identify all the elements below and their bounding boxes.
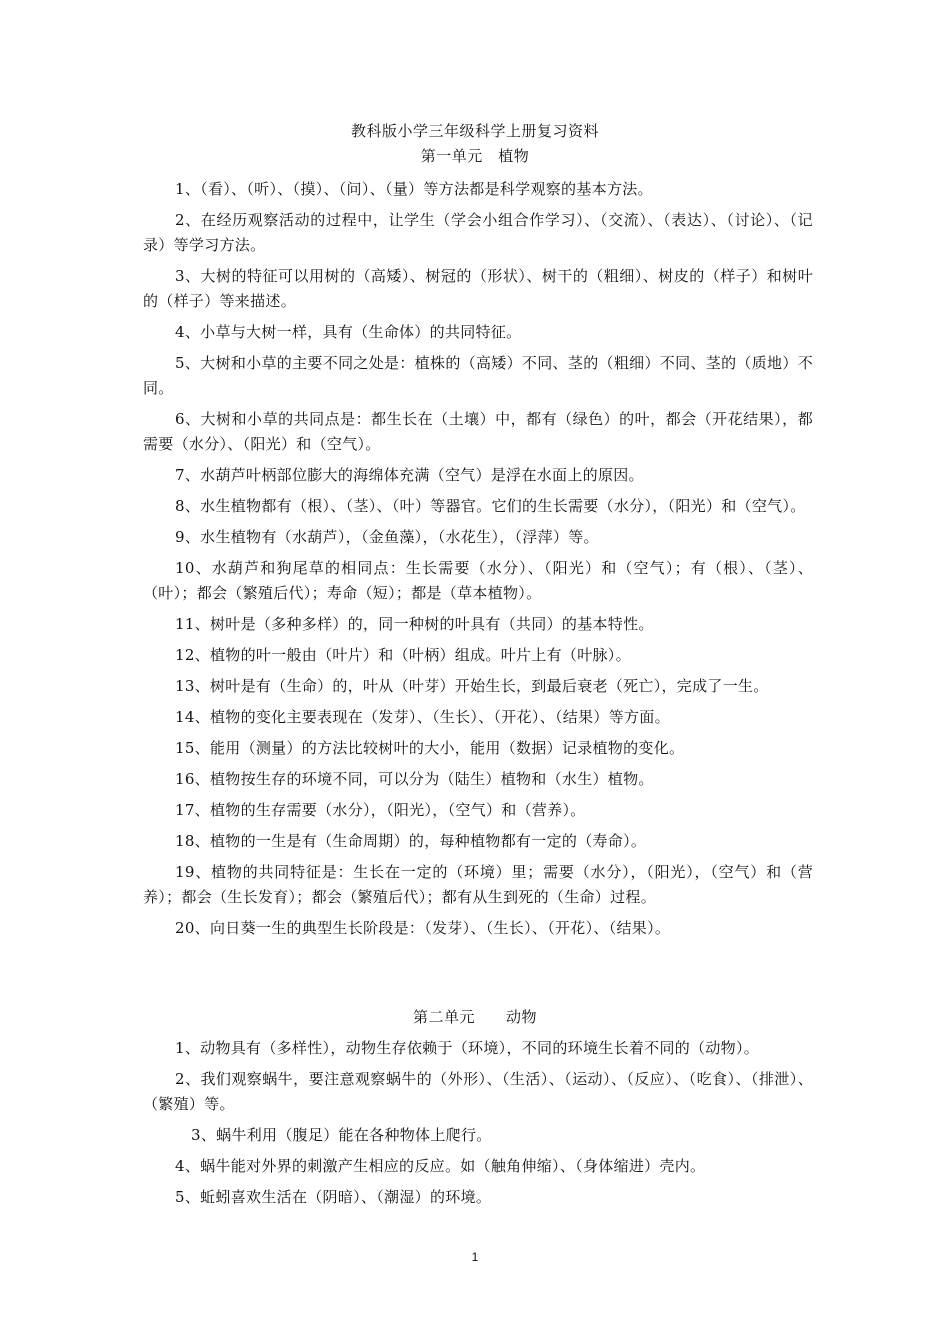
list-item: 6、大树和小草的共同点是：都生长在（土壤）中，都有（绿色）的叶，都会（开花结果），都需要（水分）、（阳光）和（空气）。 [143,410,813,453]
list-item: 7、水葫芦叶柄部位膨大的海绵体充满（空气）是浮在水面上的原因。 [175,466,644,484]
list-item: 1、（看）、（听）、（摸）、（问）、（量）等方法都是科学观察的基本方法。 [175,180,653,198]
list-item: 2、我们观察蜗牛，要注意观察蜗牛的（外形）、（生活）、（运动）、（反应）、（吃食）、（排泄）、（繁殖）等。 [143,1070,813,1113]
list-item: 18、植物的一生是有（生命周期）的，每种植物都有一定的（寿命）。 [175,832,647,850]
unit2-heading: 第二单元 动物 [412,1008,537,1026]
list-item: 13、树叶是有（生命）的，叶从（叶芽）开始生长，到最后衰老（死亡），完成了一生。 [175,677,769,695]
list-item: 10、水葫芦和狗尾草的相同点：生长需要（水分）、（阳光）和（空气）；有（根）、（茎）、（叶）；都会（繁殖后代）；寿命（短）；都是（草本植物）。 [143,559,813,602]
list-item: 11、树叶是（多种多样）的，同一种树的叶具有（共同）的基本特性。 [175,615,654,633]
list-item: 3、蜗牛利用（腹足）能在各种物体上爬行。 [191,1126,492,1144]
list-item: 4、小草与大树一样，具有（生命体）的共同特征。 [175,323,522,341]
list-item: 14、植物的变化主要表现在（发芽）、（生长）、（开花）、（结果）等方面。 [175,708,670,726]
list-item: 20、向日葵一生的典型生长阶段是：（发芽）、（生长）、（开花）、（结果）。 [175,919,671,937]
list-item: 19、植物的共同特征是：生长在一定的（环境）里；需要（水分），（阳光），（空气）和（营养）；都会（生长发育）；都会（繁殖后代）；都有从生到死的（生命）过程。 [143,863,813,906]
list-item: 15、能用（测量）的方法比较树叶的大小，能用（数据）记录植物的变化。 [175,739,685,757]
list-item: 2、在经历观察活动的过程中，让学生（学会小组合作学习）、（交流）、（表达）、（讨论）、（记录）等学习方法。 [143,211,813,254]
list-item: 3、大树的特征可以用树的（高矮）、树冠的（形状）、树干的（粗细）、树皮的（样子）和树叶的（样子）等来描述。 [143,267,813,310]
unit1-heading: 第一单元 植物 [420,147,530,165]
unit1-item-list [143,177,813,947]
list-item: 8、水生植物都有（根）、（茎）、（叶）等器官。它们的生长需要（水分），（阳光）和（空气）。 [175,497,806,515]
list-item: 5、大树和小草的主要不同之处是：植株的（高矮）不同、茎的（粗细）不同、茎的（质地）不同。 [143,354,813,397]
list-item: 9、水生植物有（水葫芦），（金鱼藻），（水花生），（浮萍）等。 [175,528,599,546]
list-item: 4、蜗牛能对外界的刺激产生相应的反应。如（触角伸缩）、（身体缩进）壳内。 [175,1157,706,1175]
list-item: 1、动物具有（多样性），动物生存依赖于（环境），不同的环境生长着不同的（动物）。 [175,1039,760,1057]
list-item: 16、植物按生存的环境不同，可以分为（陆生）植物和（水生）植物。 [175,770,654,788]
list-item: 17、植物的生存需要（水分），（阳光），（空气）和（营养）。 [175,801,586,819]
page-number: 1 [471,1250,479,1264]
list-item: 12、植物的叶一般由（叶片）和（叶柄）组成。叶片上有（叶脉）。 [175,646,631,664]
unit2-item-list [143,1036,813,1216]
document-title: 教科版小学三年级科学上册复习资料 [350,122,599,140]
list-item: 5、蚯蚓喜欢生活在（阴暗）、（潮湿）的环境。 [175,1188,492,1206]
